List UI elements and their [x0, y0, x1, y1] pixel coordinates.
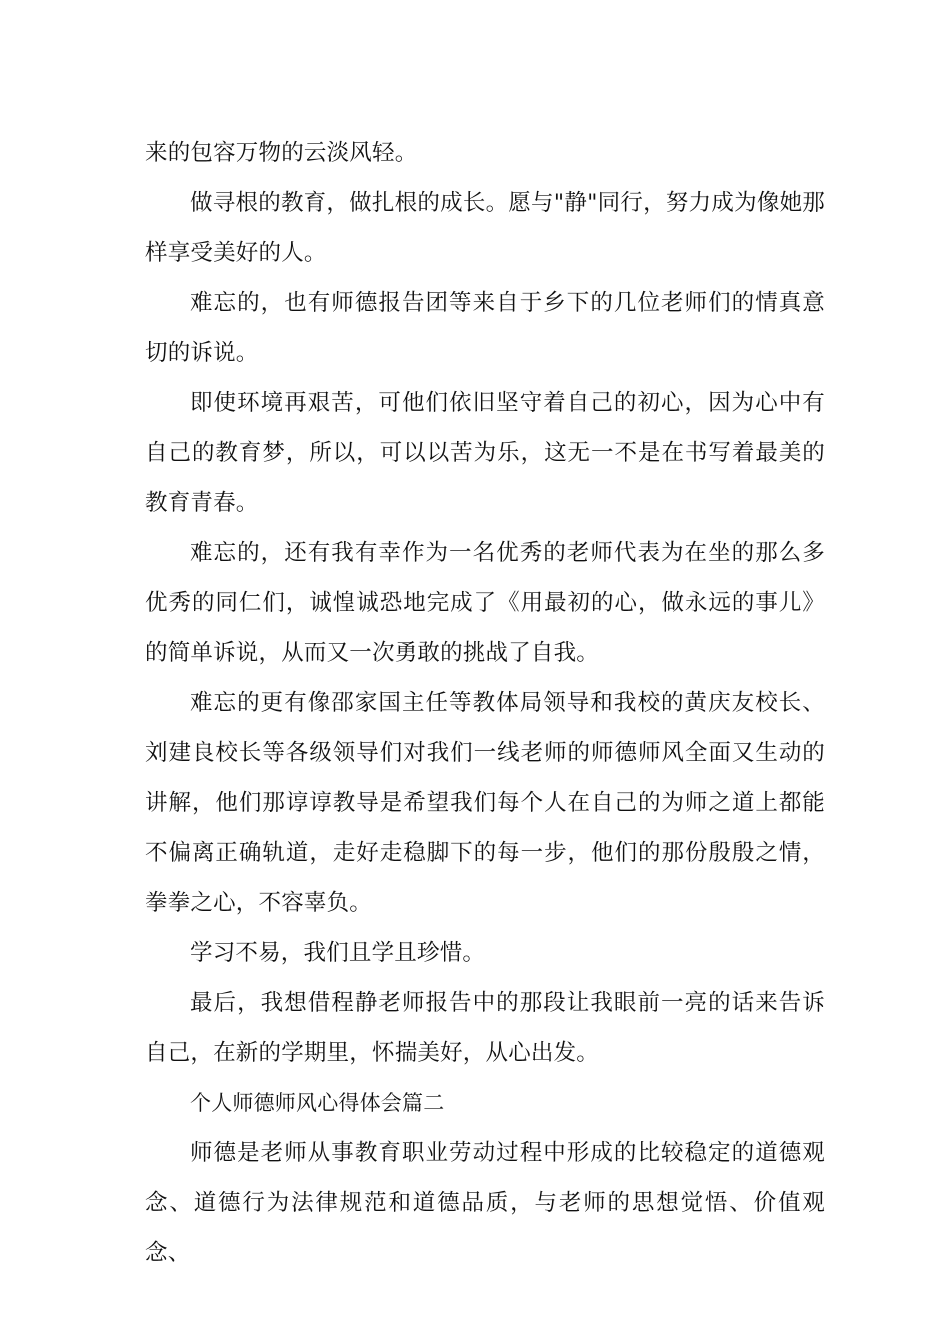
paragraph: 难忘的，也有师德报告团等来自于乡下的几位老师们的情真意切的诉说。 — [145, 290, 825, 366]
section-heading: 个人师德师风心得体会篇二 — [190, 1091, 445, 1115]
paragraph: 难忘的更有像邵家国主任等教体局领导和我校的黄庆友校长、刘建良校长等各级领导们对我们一线老师的师德师风全面又生动的讲解，他们那谆谆教导是希望我们每个人在自己的为师之道上都能不偏离正确轨道，走好走稳脚下的每一步，他们的那份殷殷之情，拳拳之心，不容辜负。 — [145, 690, 825, 916]
paragraph: 做寻根的教育，做扎根的成长。愿与"静"同行，努力成为像她那样享受美好的人。 — [145, 190, 825, 266]
document-body — [145, 128, 825, 1278]
paragraph: 最后，我想借程静老师报告中的那段让我眼前一亮的话来告诉自己，在新的学期里，怀揣美好，从心出发。 — [145, 990, 825, 1066]
paragraph: 学习不易，我们且学且珍惜。 — [190, 940, 486, 966]
paragraph: 即使环境再艰苦，可他们依旧坚守着自己的初心，因为心中有自己的教育梦，所以，可以以苦为乐，这无一不是在书写着最美的教育青春。 — [145, 390, 825, 516]
paragraph: 难忘的，还有我有幸作为一名优秀的老师代表为在坐的那么多优秀的同仁们，诚惶诚恐地完成了《用最初的心，做永远的事儿》的简单诉说，从而又一次勇敢的挑战了自我。 — [145, 540, 825, 666]
paragraph: 师德是老师从事教育职业劳动过程中形成的比较稳定的道德观念、道德行为法律规范和道德品质，与老师的思想觉悟、价值观念、 — [145, 1140, 825, 1266]
paragraph-continuation: 来的包容万物的云淡风轻。 — [145, 140, 418, 166]
